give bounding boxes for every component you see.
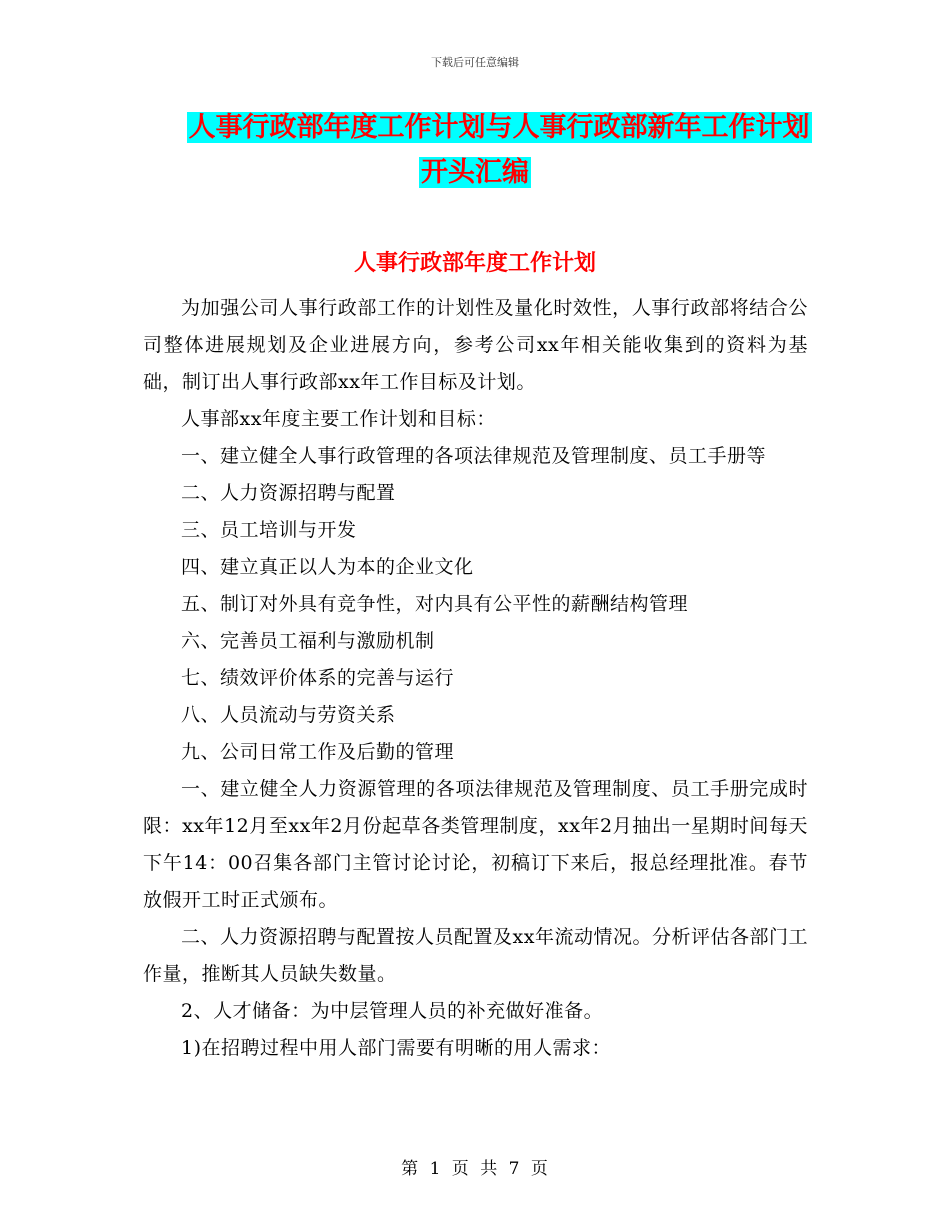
paragraph: 2、人才储备：为中层管理人员的补充做好准备。	[181, 1000, 604, 1022]
page-footer: 第 1 页 共 7 页	[401, 1159, 549, 1179]
paragraph: 八、人员流动与劳资关系	[181, 704, 396, 726]
section-title: 人事行政部年度工作计划	[353, 251, 596, 276]
paragraph: 七、绩效评价体系的完善与运行	[181, 667, 455, 689]
paragraph: 为加强公司人事行政部工作的计划性及量化时效性，人事行政部将结合公司整体进展规划及企业进展方向，参考公司xx年相关能收集到的资料为基础，制订出人事行政部xx年工作目标及计划。	[143, 297, 808, 393]
paragraph: 二、人力资源招聘与配置按人员配置及xx年流动情况。分析评估各部门工作量，推断其人员缺失数量。	[143, 926, 808, 985]
paragraph: 一、建立健全人力资源管理的各项法律规范及管理制度、员工手册完成时限：xx年12月至xx年2月份起草各类管理制度，xx年2月抽出一星期时间每天下午14：00召集各部门主管讨论讨论，初稿订下来后，报总经理批准。春节放假开工时正式颁布。	[143, 778, 808, 911]
paragraph: 人事部xx年度主要工作计划和目标：	[181, 408, 496, 430]
paragraph: 1)在招聘过程中用人部门需要有明晰的用人需求：	[181, 1037, 612, 1059]
document-title-line-2-text: 开头汇编	[421, 157, 529, 188]
paragraph: 九、公司日常工作及后勤的管理	[181, 741, 455, 763]
document-title-line-1	[0, 110, 950, 146]
paragraph: 一、建立健全人事行政管理的各项法律规范及管理制度、员工手册等	[181, 445, 767, 467]
header-note: 下载后可任意编辑	[431, 56, 519, 69]
paragraph: 五、制订对外具有竞争性，对内具有公平性的薪酬结构管理	[181, 593, 689, 615]
document-body	[143, 290, 808, 1067]
paragraph: 三、员工培训与开发	[181, 519, 357, 541]
paragraph: 二、人力资源招聘与配置	[181, 482, 396, 504]
document-title-line-1-text: 人事行政部年度工作计划与人事行政部新年工作计划	[188, 112, 810, 143]
paragraph: 六、完善员工福利与激励机制	[181, 630, 435, 652]
document-title-line-2	[0, 155, 950, 191]
paragraph: 四、建立真正以人为本的企业文化	[181, 556, 474, 578]
